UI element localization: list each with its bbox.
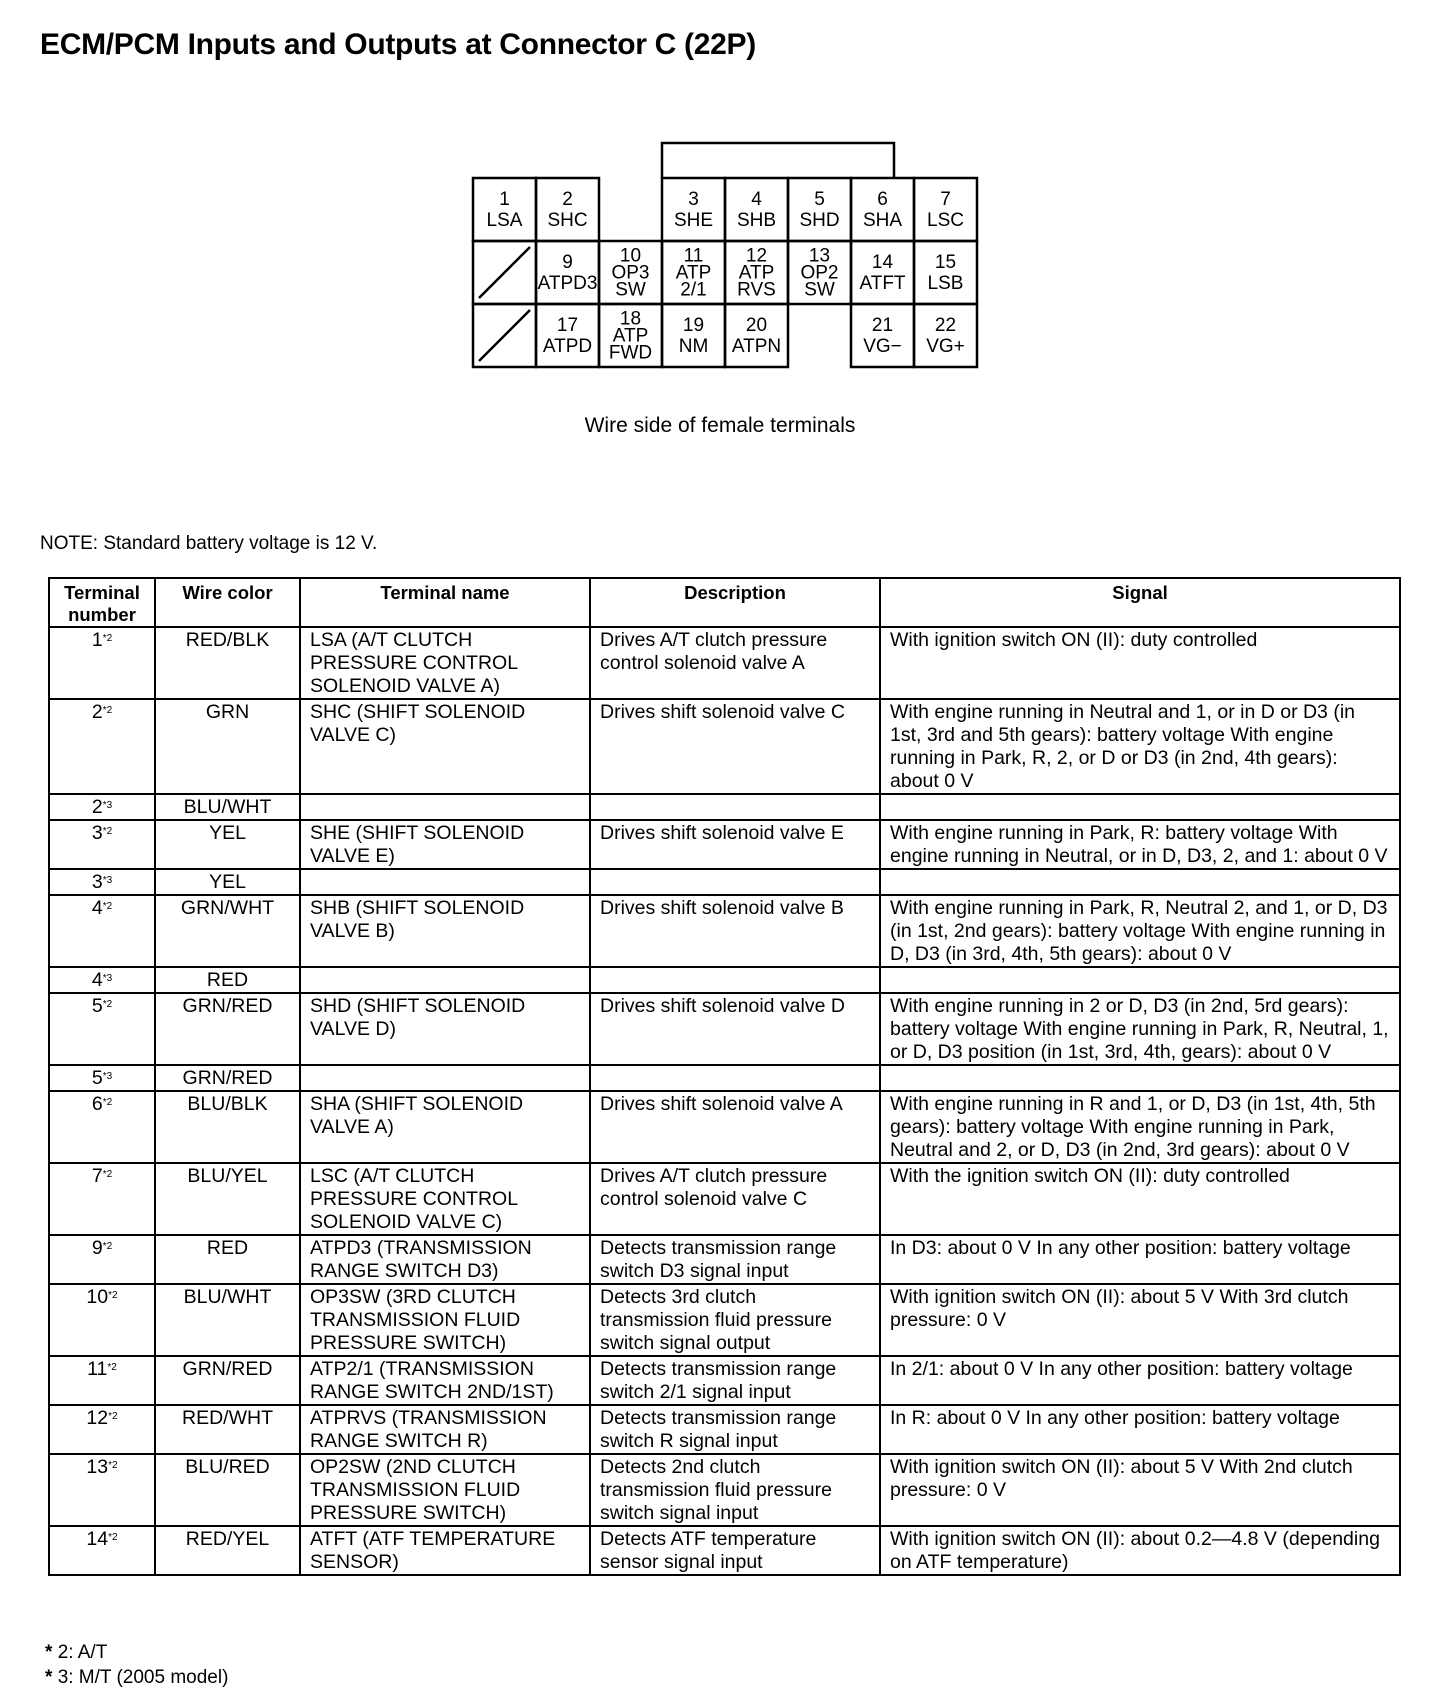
cell-description: Drives shift solenoid valve C bbox=[590, 699, 880, 794]
cell-wire-color: RED/YEL bbox=[155, 1526, 300, 1575]
cell-wire-color: GRN/RED bbox=[155, 993, 300, 1065]
cell-signal: In D3: about 0 V In any other position: battery voltage bbox=[880, 1235, 1400, 1284]
cell-description bbox=[590, 794, 880, 820]
pin-number: 2 bbox=[562, 189, 573, 210]
cell-description: Drives A/T clutch pressure control solenoid valve C bbox=[590, 1163, 880, 1235]
pin-label: OP3 bbox=[611, 262, 650, 284]
cell-wire-color: RED bbox=[155, 967, 300, 993]
pin-label: 2/1 bbox=[680, 279, 707, 301]
cell-description: Drives A/T clutch pressure control solenoid valve A bbox=[590, 627, 880, 699]
header-wire-color: Wire color bbox=[155, 578, 300, 627]
pin-number: 20 bbox=[745, 315, 768, 336]
cell-terminal-number: 10$^{*2}$ bbox=[49, 1284, 155, 1356]
cell-description: Drives shift solenoid valve A bbox=[590, 1091, 880, 1163]
cell-signal bbox=[880, 967, 1400, 993]
cell-wire-color: RED bbox=[155, 1235, 300, 1284]
cell-terminal-name: SHE (SHIFT SOLENOID VALVE E) bbox=[300, 820, 590, 869]
cell-terminal-number: 3$^{*2}$ bbox=[49, 820, 155, 869]
pin-label: NM bbox=[678, 336, 709, 357]
cell-description: Detects 3rd clutch transmission fluid pressure switch signal output bbox=[590, 1284, 880, 1356]
pin-label: ATFT bbox=[859, 273, 906, 294]
cell-wire-color: BLU/WHT bbox=[155, 1284, 300, 1356]
table-row bbox=[49, 1284, 1400, 1356]
cell-wire-color: RED/WHT bbox=[155, 1405, 300, 1454]
table-row bbox=[49, 993, 1400, 1065]
cell-signal bbox=[880, 869, 1400, 895]
cell-description: Drives shift solenoid valve E bbox=[590, 820, 880, 869]
pin-label: VG− bbox=[863, 336, 902, 357]
cell-signal: With ignition switch ON (II): about 5 V With 3rd clutch pressure: 0 V bbox=[880, 1284, 1400, 1356]
cell-terminal-number: 4$^{*2}$ bbox=[49, 895, 155, 967]
pin-label: SHC bbox=[547, 210, 588, 231]
cell-terminal-number: 11$^{*2}$ bbox=[49, 1356, 155, 1405]
pin-label: FWD bbox=[608, 342, 653, 364]
cell-wire-color: BLU/YEL bbox=[155, 1163, 300, 1235]
pin-label: SHE bbox=[673, 210, 714, 231]
cell-terminal-name: SHB (SHIFT SOLENOID VALVE B) bbox=[300, 895, 590, 967]
pin-number: 19 bbox=[682, 315, 705, 336]
cell-wire-color: GRN/RED bbox=[155, 1065, 300, 1091]
pin-number: 9 bbox=[562, 252, 573, 273]
pin-label: SW bbox=[615, 279, 646, 301]
pin-label: ATPD3 bbox=[537, 273, 598, 294]
pin-number: 1 bbox=[499, 189, 510, 210]
cell-wire-color: BLU/WHT bbox=[155, 794, 300, 820]
table-row bbox=[49, 895, 1400, 967]
cell-signal: With engine running in Park, R, Neutral 2, and 1, or D, D3 (in 1st, 2nd gears): battery voltage With engine running in D, D3 (in 3rd, 4th, 5th gears): about 0 V bbox=[880, 895, 1400, 967]
cell-signal bbox=[880, 794, 1400, 820]
cell-terminal-name: LSA (A/T CLUTCH PRESSURE CONTROL SOLENOID VALVE A) bbox=[300, 627, 590, 699]
cell-signal: With ignition switch ON (II): duty controlled bbox=[880, 627, 1400, 699]
pin-number: 14 bbox=[871, 252, 894, 273]
cell-wire-color: GRN bbox=[155, 699, 300, 794]
pin-label: ATPD bbox=[542, 336, 593, 357]
cell-terminal-name bbox=[300, 1065, 590, 1091]
pin-label: SHA bbox=[862, 210, 903, 231]
pin-number: 11 bbox=[683, 245, 704, 267]
table-row bbox=[49, 699, 1400, 794]
cell-terminal-number: 14$^{*2}$ bbox=[49, 1526, 155, 1575]
cell-signal bbox=[880, 1065, 1400, 1091]
table-row bbox=[49, 820, 1400, 869]
cell-terminal-name bbox=[300, 794, 590, 820]
cell-terminal-name: SHD (SHIFT SOLENOID VALVE D) bbox=[300, 993, 590, 1065]
table-row bbox=[49, 1235, 1400, 1284]
footnote-2: * 2: A/T bbox=[45, 1642, 108, 1663]
cell-terminal-number: 4$^{*3}$ bbox=[49, 967, 155, 993]
cell-wire-color: RED/BLK bbox=[155, 627, 300, 699]
pin-number: 10 bbox=[619, 245, 642, 267]
cell-description bbox=[590, 1065, 880, 1091]
pin-number: 21 bbox=[871, 315, 894, 336]
table-row bbox=[49, 1091, 1400, 1163]
pin-label: ATP bbox=[612, 325, 649, 347]
cell-terminal-name: ATPRVS (TRANSMISSION RANGE SWITCH R) bbox=[300, 1405, 590, 1454]
cell-terminal-number: 5$^{*3}$ bbox=[49, 1065, 155, 1091]
cell-description bbox=[590, 869, 880, 895]
cell-wire-color: BLU/BLK bbox=[155, 1091, 300, 1163]
cell-signal: In 2/1: about 0 V In any other position: battery voltage bbox=[880, 1356, 1400, 1405]
table-row bbox=[49, 1065, 1400, 1091]
cell-terminal-number: 2$^{*2}$ bbox=[49, 699, 155, 794]
cell-terminal-name bbox=[300, 967, 590, 993]
cell-terminal-name bbox=[300, 869, 590, 895]
cell-signal: With engine running in Neutral and 1, or in D or D3 (in 1st, 3rd and 5th gears): battery voltage With engine running in Park, R, 2, or D or D3 (in 2nd, 4th gears): about 0 V bbox=[880, 699, 1400, 794]
pin-label: ATP bbox=[675, 262, 712, 284]
footnote-3: * 3: M/T (2005 model) bbox=[45, 1667, 229, 1688]
cell-terminal-name: OP3SW (3RD CLUTCH TRANSMISSION FLUID PRESSURE SWITCH) bbox=[300, 1284, 590, 1356]
cell-terminal-number: 9$^{*2}$ bbox=[49, 1235, 155, 1284]
pin-label: LSC bbox=[927, 210, 964, 231]
pin-number: 15 bbox=[934, 252, 957, 273]
cell-description bbox=[590, 967, 880, 993]
cell-signal: With ignition switch ON (II): about 5 V With 2nd clutch pressure: 0 V bbox=[880, 1454, 1400, 1526]
table-row bbox=[49, 1405, 1400, 1454]
pin-label: RVS bbox=[737, 279, 776, 301]
header-terminal-number: Terminal number bbox=[49, 578, 155, 627]
table-row bbox=[49, 869, 1400, 895]
header-description: Description bbox=[590, 578, 880, 627]
header-terminal-name: Terminal name bbox=[300, 578, 590, 627]
cell-terminal-name: SHC (SHIFT SOLENOID VALVE C) bbox=[300, 699, 590, 794]
cell-description: Detects transmission range switch 2/1 signal input bbox=[590, 1356, 880, 1405]
pin-label: SW bbox=[804, 279, 835, 301]
pin-label: OP2 bbox=[800, 262, 839, 284]
pin-label: LSB bbox=[927, 273, 964, 294]
cell-signal: With engine running in R and 1, or D, D3 (in 1st, 4th, 5th gears): battery voltage With engine running in Park, Neutral and 2, or D, D3 (in 2nd, 3rd gears): about 0 V bbox=[880, 1091, 1400, 1163]
cell-signal: With ignition switch ON (II): about 0.2—4.8 V (depending on ATF temperature) bbox=[880, 1526, 1400, 1575]
cell-terminal-name: OP2SW (2ND CLUTCH TRANSMISSION FLUID PRESSURE SWITCH) bbox=[300, 1454, 590, 1526]
cell-description: Drives shift solenoid valve D bbox=[590, 993, 880, 1065]
pin-label: SHB bbox=[736, 210, 777, 231]
cell-description: Detects ATF temperature sensor signal input bbox=[590, 1526, 880, 1575]
connector-diagram bbox=[470, 140, 990, 380]
cell-wire-color: YEL bbox=[155, 869, 300, 895]
cell-wire-color: YEL bbox=[155, 820, 300, 869]
connector-key bbox=[662, 143, 894, 178]
terminal-table bbox=[48, 577, 1401, 1576]
pin-label: LSA bbox=[486, 210, 523, 231]
header-signal: Signal bbox=[880, 578, 1400, 627]
pin-number: 13 bbox=[808, 245, 831, 267]
cell-signal: In R: about 0 V In any other position: battery voltage bbox=[880, 1405, 1400, 1454]
table-row bbox=[49, 1454, 1400, 1526]
cell-terminal-number: 12$^{*2}$ bbox=[49, 1405, 155, 1454]
cell-wire-color: BLU/RED bbox=[155, 1454, 300, 1526]
table-row bbox=[49, 627, 1400, 699]
table-row bbox=[49, 794, 1400, 820]
cell-terminal-name: SHA (SHIFT SOLENOID VALVE A) bbox=[300, 1091, 590, 1163]
cell-description: Detects transmission range switch R signal input bbox=[590, 1405, 880, 1454]
cell-wire-color: GRN/WHT bbox=[155, 895, 300, 967]
pin-number: 17 bbox=[556, 315, 579, 336]
blocked-cell-diagonal bbox=[479, 247, 530, 298]
pin-number: 6 bbox=[877, 189, 888, 210]
cell-signal: With engine running in 2 or D, D3 (in 2nd, 5rd gears): battery voltage With engine running in Park, R, Neutral, 1, or D, D3 position (in 1st, 3rd, 4th, gears): about 0 V bbox=[880, 993, 1400, 1065]
cell-description: Detects 2nd clutch transmission fluid pressure switch signal input bbox=[590, 1454, 880, 1526]
pin-number: 18 bbox=[619, 308, 642, 330]
cell-terminal-number: 5$^{*2}$ bbox=[49, 993, 155, 1065]
cell-description: Drives shift solenoid valve B bbox=[590, 895, 880, 967]
pin-number: 4 bbox=[751, 189, 762, 210]
cell-terminal-name: ATP2/1 (TRANSMISSION RANGE SWITCH 2ND/1ST) bbox=[300, 1356, 590, 1405]
cell-terminal-number: 2$^{*3}$ bbox=[49, 794, 155, 820]
cell-description: Detects transmission range switch D3 signal input bbox=[590, 1235, 880, 1284]
pin-number: 5 bbox=[814, 189, 825, 210]
cell-terminal-number: 13$^{*2}$ bbox=[49, 1454, 155, 1526]
pin-label: ATPN bbox=[731, 336, 782, 357]
pin-label: VG+ bbox=[926, 336, 965, 357]
cell-terminal-number: 3$^{*3}$ bbox=[49, 869, 155, 895]
connector-caption: Wire side of female terminals bbox=[584, 414, 856, 437]
table-header-row bbox=[49, 578, 1400, 627]
pin-label: SHD bbox=[799, 210, 840, 231]
cell-terminal-number: 6$^{*2}$ bbox=[49, 1091, 155, 1163]
blocked-cell-diagonal bbox=[479, 310, 530, 361]
pin-number: 7 bbox=[940, 189, 951, 210]
table-row bbox=[49, 967, 1400, 993]
page-title: ECM/PCM Inputs and Outputs at Connector C (22P) bbox=[40, 28, 756, 61]
note: NOTE: Standard battery voltage is 12 V. bbox=[40, 533, 378, 554]
cell-terminal-number: 1$^{*2}$ bbox=[49, 627, 155, 699]
cell-signal: With the ignition switch ON (II): duty controlled bbox=[880, 1163, 1400, 1235]
pin-label: ATP bbox=[738, 262, 775, 284]
pin-number: 3 bbox=[688, 189, 699, 210]
cell-signal: With engine running in Park, R: battery voltage With engine running in Neutral, or in D, D3, 2, and 1: about 0 V bbox=[880, 820, 1400, 869]
table-row bbox=[49, 1356, 1400, 1405]
pin-number: 12 bbox=[745, 245, 768, 267]
table-row bbox=[49, 1526, 1400, 1575]
pin-number: 22 bbox=[934, 315, 957, 336]
cell-terminal-name: LSC (A/T CLUTCH PRESSURE CONTROL SOLENOID VALVE C) bbox=[300, 1163, 590, 1235]
cell-wire-color: GRN/RED bbox=[155, 1356, 300, 1405]
cell-terminal-number: 7$^{*2}$ bbox=[49, 1163, 155, 1235]
cell-terminal-name: ATPD3 (TRANSMISSION RANGE SWITCH D3) bbox=[300, 1235, 590, 1284]
table-row bbox=[49, 1163, 1400, 1235]
cell-terminal-name: ATFT (ATF TEMPERATURE SENSOR) bbox=[300, 1526, 590, 1575]
